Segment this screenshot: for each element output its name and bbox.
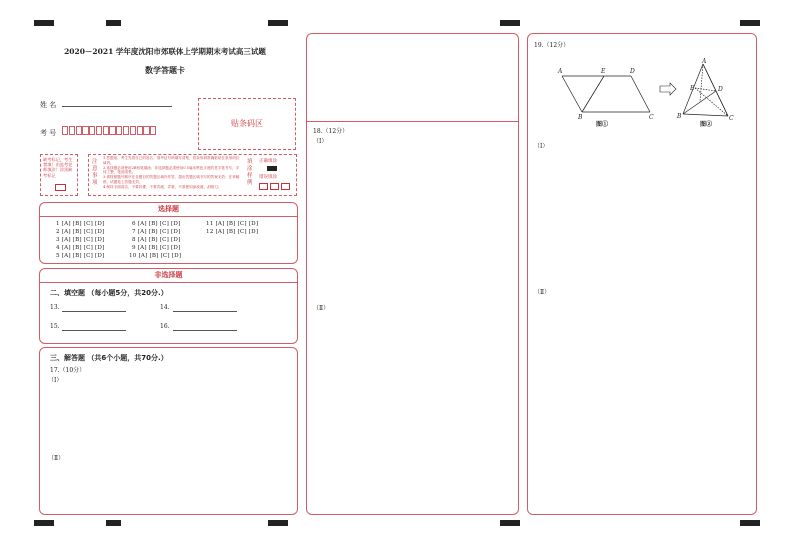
notice-item: 2.选择题必须使用2B铅笔填涂；非选择题必须使用0.5毫米黑色字迹的签字笔书写，字体工整，笔迹清楚。 (103, 165, 240, 175)
choice-row-3[interactable]: 3 [A] [B] [C] [D] (56, 237, 105, 243)
notice-title: 注意事项 (92, 159, 98, 186)
id-digit-cell[interactable] (89, 126, 95, 135)
q13-label: 13. (50, 304, 60, 311)
q18-part2: （Ⅱ） (313, 305, 330, 312)
q19-label: 19.（12分） (534, 42, 570, 49)
choice-row-9[interactable]: 9 [A] [B] [C] [D] (132, 245, 181, 251)
timing-mark (500, 520, 520, 526)
id-cells[interactable] (62, 126, 157, 135)
q19-figures (548, 58, 748, 128)
notice-item: 4.保持卡面清洁，不要折叠，不要弄破、弄皱，不准使用涂改液、刮纸刀。 (103, 184, 222, 189)
q18-label: 18.（12分） (313, 128, 349, 135)
fig2-point-A: A (702, 58, 707, 65)
timing-mark (34, 520, 54, 526)
timing-mark (34, 20, 54, 26)
choice-title: 选择题 (40, 203, 297, 217)
absent-box (40, 154, 78, 196)
q19-answer-area[interactable] (527, 33, 757, 515)
fig1-point-E: E (601, 68, 606, 75)
q15-answer-line[interactable] (62, 330, 126, 331)
q17-part1: （Ⅰ） (48, 377, 63, 384)
id-digit-cell[interactable] (130, 126, 136, 135)
name-field[interactable] (62, 106, 172, 107)
id-digit-cell[interactable] (82, 126, 88, 135)
q14-label: 14. (160, 304, 170, 311)
choice-row-2[interactable]: 2 [A] [B] [C] [D] (56, 229, 105, 235)
choice-section (39, 202, 298, 264)
q15-label: 15. (50, 323, 60, 330)
notice-item: 1.答题前，考生先将自己的姓名、准考证号码填写清楚，将条形码准确粘贴在条形码区域内。 (103, 156, 240, 165)
timing-mark (500, 20, 520, 26)
barcode-label: 贴条码区 (231, 119, 263, 128)
timing-mark (106, 20, 121, 26)
notice-items (103, 156, 241, 190)
fig1-label: 图① (596, 121, 609, 128)
id-digit-cell[interactable] (69, 126, 75, 135)
id-digit-cell[interactable] (137, 126, 143, 135)
fig2-point-C: C (729, 115, 734, 122)
q13-answer-line[interactable] (62, 311, 126, 312)
id-digit-cell[interactable] (123, 126, 129, 135)
fill-blank-heading: 二、填空题 （每小题5分，共20分.） (50, 289, 168, 297)
q19-part1: （Ⅰ） (534, 143, 549, 150)
timing-mark (740, 20, 760, 26)
id-digit-cell[interactable] (150, 126, 156, 135)
choice-row-10[interactable]: 10 [A] [B] [C] [D] (129, 253, 182, 259)
notice-box (88, 154, 297, 196)
id-digit-cell[interactable] (143, 126, 149, 135)
timing-mark (106, 520, 121, 526)
q17-part2: （Ⅱ） (48, 455, 65, 462)
id-digit-cell[interactable] (103, 126, 109, 135)
correct-fill-sample (267, 166, 277, 171)
choice-row-7[interactable]: 7 [A] [B] [C] [D] (132, 229, 181, 235)
q16-label: 16. (160, 323, 170, 330)
fig2-point-D: D (718, 86, 723, 93)
q18-divider (307, 121, 518, 122)
q16-answer-line[interactable] (173, 330, 237, 331)
timing-mark (268, 20, 288, 26)
absent-mark-box[interactable] (55, 184, 66, 191)
id-digit-cell[interactable] (62, 126, 68, 135)
fig2-label: 图② (700, 121, 713, 128)
choice-row-11[interactable]: 11 [A] [B] [C] [D] (206, 221, 259, 227)
q17-label: 17.（10分） (50, 367, 86, 374)
fig1-point-D: D (630, 68, 635, 75)
fig1-point-B: B (578, 114, 583, 121)
absent-note: 缺考标记，考生禁填！由监考老师填涂！涂黑缺考标记 (43, 157, 73, 178)
choice-row-6[interactable]: 6 [A] [B] [C] [D] (132, 221, 181, 227)
name-label: 姓 名 (40, 101, 57, 109)
choice-row-5[interactable]: 5 [A] [B] [C] [D] (56, 253, 105, 259)
figure-1 (562, 76, 650, 112)
choice-row-8[interactable]: 8 [A] [B] [C] [D] (132, 237, 181, 243)
exam-title: 2020－2021 学年度沈阳市郊联体上学期期末考试高三试题 (64, 47, 266, 56)
choice-row-1[interactable]: 1 [A] [B] [C] [D] (56, 221, 105, 227)
choice-row-4[interactable]: 4 [A] [B] [C] [D] (56, 245, 105, 251)
wrong-fill-label: 错误填涂 (259, 175, 277, 180)
timing-mark (740, 520, 760, 526)
timing-mark (268, 520, 288, 526)
q19-part2: （Ⅱ） (534, 289, 551, 296)
fig2-point-B: B (677, 113, 682, 120)
card-title: 数学答题卡 (145, 65, 185, 75)
notice-item: 3.请按照题号顺序在各题目的答题区域内作答，超出答题区域书写的答案无效；在草稿纸、试题卷上答题无效。 (103, 175, 240, 184)
q18-part1: （Ⅰ） (313, 138, 328, 145)
fig2-point-E: E (690, 85, 695, 92)
fill-sample-title: 填涂样例 (247, 159, 253, 186)
correct-fill-label: 正确填涂 (259, 159, 277, 164)
solve-heading: 三、解答题 （共6个小题，共70分.） (50, 354, 168, 362)
wrong-fill-sample (259, 183, 290, 190)
fill-blank-section (39, 268, 298, 344)
barcode-area (198, 98, 296, 150)
arrow-icon (660, 83, 676, 95)
id-digit-cell[interactable] (76, 126, 82, 135)
solve-section[interactable] (39, 347, 298, 515)
id-label: 考 号 (40, 129, 57, 137)
nonchoice-title: 非选择题 (40, 269, 297, 283)
id-digit-cell[interactable] (116, 126, 122, 135)
choice-row-12[interactable]: 12 [A] [B] [C] [D] (206, 229, 259, 235)
fig1-point-A: A (558, 68, 563, 75)
q14-answer-line[interactable] (173, 311, 237, 312)
fig1-point-C: C (649, 114, 654, 121)
id-digit-cell[interactable] (109, 126, 115, 135)
id-digit-cell[interactable] (96, 126, 102, 135)
middle-answer-area[interactable] (306, 33, 519, 515)
